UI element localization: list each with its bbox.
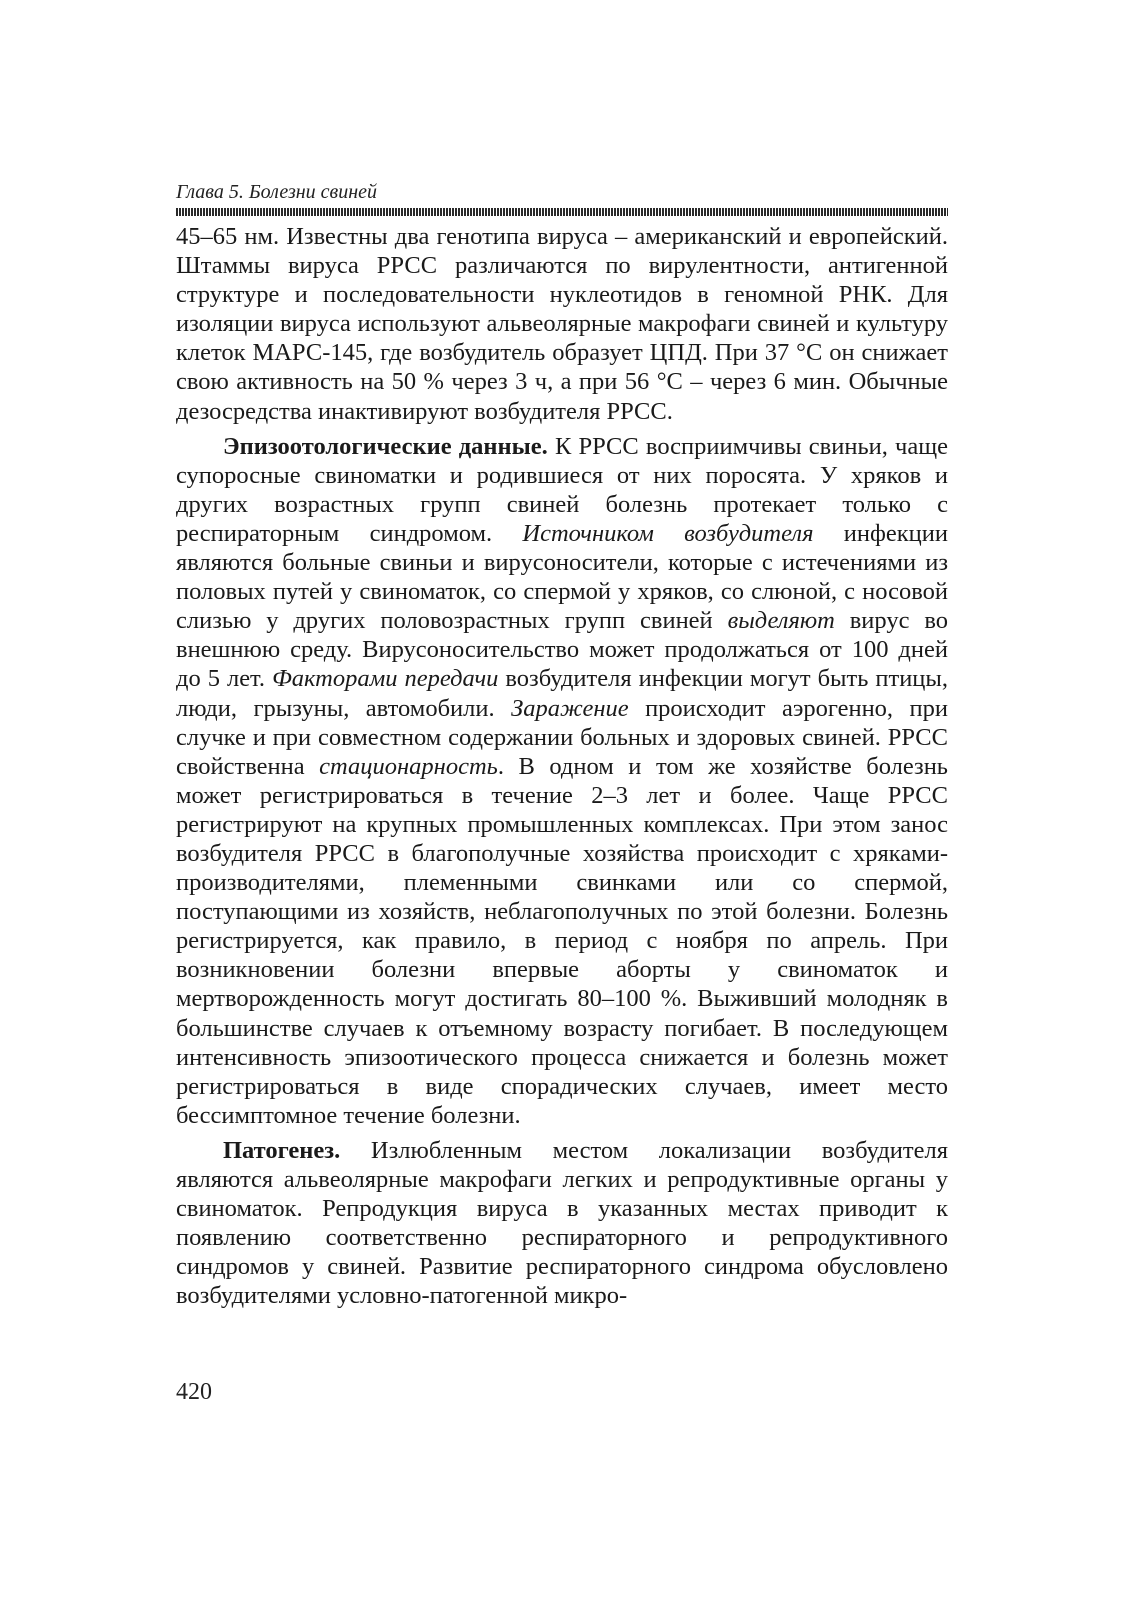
text-run: возбудителя инфекции могут быть птицы, люди, грызуны, автомобили. bbox=[176, 665, 949, 722]
book-page bbox=[176, 180, 948, 1310]
text-run: происходит аэрогенно, при случке и при совместном содержании больных и здоровых свиней. РРСС свойственна bbox=[176, 694, 949, 780]
running-head: Глава 5. Болезни свиней bbox=[176, 181, 378, 203]
section-heading-pathogenesis: Патогенез. bbox=[223, 1136, 341, 1164]
body-text bbox=[176, 222, 948, 1310]
header-rule bbox=[176, 208, 948, 216]
emphasis-term: Заражение bbox=[511, 694, 629, 722]
paragraph-epizootology bbox=[176, 432, 948, 1130]
text-run: Излюбленным местом локализации возбудителя являются альвеолярные макрофаги легких и репродуктивные органы у свиноматок. Репродукция вируса в указанных местах приводит к появлению соответственно респираторного и репродуктивного синдромов у свиней. Развитие респираторного синдрома обусловлено возбудителями условно-патогенной микро- bbox=[176, 1136, 948, 1310]
emphasis-term: Факторами передачи bbox=[272, 665, 499, 693]
emphasis-term: Источником возбудителя bbox=[522, 519, 814, 547]
section-heading-epizootology: Эпизоотологические данные. bbox=[223, 432, 548, 460]
text-run: К РРСС восприимчивы свиньи, чаще супоросные свиноматки и родившиеся от них поросята. У хряков и других возрастных групп свиней болезнь протекает только с респираторным синдромом. bbox=[176, 432, 948, 547]
emphasis-term: выделяют bbox=[727, 607, 835, 635]
text-run: инфекции являются больные свиньи и вирусоносители, которые с истечениями из половых путей у свиноматок, со спермой у хряков, со слюной, с носовой слизью у других половозрастных групп свиней bbox=[176, 519, 948, 635]
emphasis-term: стационарность bbox=[319, 752, 498, 780]
text-run: . В одном и том же хозяйстве болезнь может регистрироваться в течение 2–3 лет и более. Чаще РРСС регистрируют на крупных промышленных комплексах. При этом занос возбудителя РРСС в благополучные хозяйства происходит с хряками-производителями, племенными свинками или со спермой, поступающими из хозяйств, неблагополучных по этой болезни. Болезнь регистрируется, как правило, в период с ноября по апрель. При возникновении болезни впервые аборты у свиноматок и мертворожденность могут достигать 80–100 %. Выживший молодняк в большинстве случаев к отъемному возрасту погибает. В последующем интенсивность эпизоотического процесса снижается и болезнь может регистрироваться в виде спорадических случаев, имеет место бессимптомное течение болезни. bbox=[176, 752, 948, 1129]
paragraph-pathogenesis bbox=[176, 1136, 948, 1311]
text-run: вирус во внешнюю среду. Вирусоносительство может продолжаться от 100 дней до 5 лет. bbox=[176, 607, 949, 693]
paragraph-virus-properties: 45–65 нм. Известны два генотипа вируса – американский и европейский. Штаммы вируса РРСС различаются по вирулентности, антигенной структуре и последовательности нуклеотидов в геномной РНК. Для изоляции вируса используют альвеолярные макрофаги свиней и культуру клеток МАРС-145, где возбудитель образует ЦПД. При 37 °С он снижает свою активность на 50 % через 3 ч, а при 56 °С – через 6 мин. Обычные дезосредства инактивируют возбудителя РРСС. bbox=[176, 223, 948, 425]
page-number: 420 bbox=[176, 1379, 212, 1405]
